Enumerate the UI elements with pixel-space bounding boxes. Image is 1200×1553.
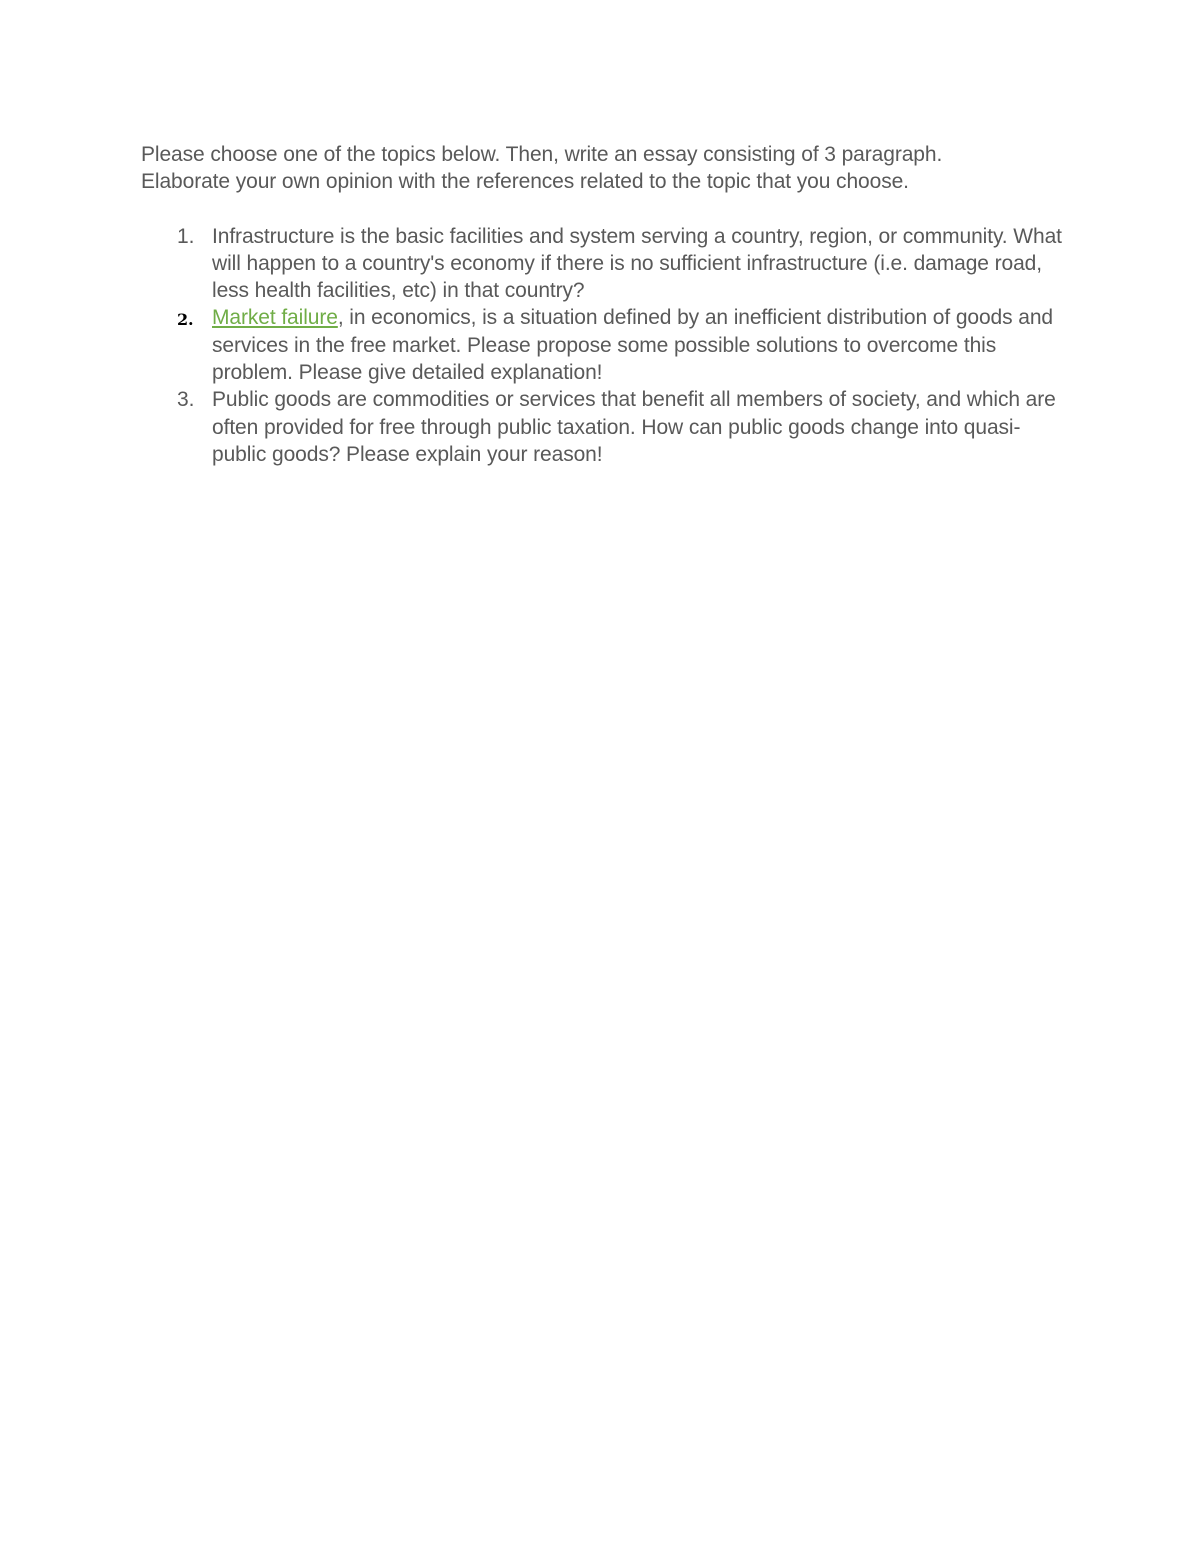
topic-item-1 xyxy=(141,223,1071,305)
topic-item-3 xyxy=(141,386,1071,468)
intro-paragraph xyxy=(141,141,1071,196)
topic-item-2 xyxy=(141,304,1071,386)
topic-number-3: 3. xyxy=(177,388,195,412)
topic-text-2 xyxy=(212,304,1071,386)
topic-number-1: 1. xyxy=(177,224,195,248)
intro-line-2: Elaborate your own opinion with the references related to the topic that you choose. xyxy=(141,170,909,194)
topic-list xyxy=(141,223,1071,469)
topic-text-3: Public goods are commodities or services that benefit all members of society, and which are often provided for free through public taxation. How can public goods change into quasi-public goods? Please explain your reason! xyxy=(212,388,1056,466)
market-failure-link[interactable]: Market failure xyxy=(212,306,338,330)
intro-line-1: Please choose one of the topics below. Then, write an essay consisting of 3 paragraph. xyxy=(141,143,943,166)
topic-text-1: Infrastructure is the basic facilities and system serving a country, region, or community. What will happen to a country's economy if there is no sufficient infrastructure (i.e. damage road, less health facilities, etc) in that country? xyxy=(212,224,1062,303)
document-content xyxy=(141,141,1071,468)
topic-text-2-rest: , in economics, is a situation defined by an inefficient distribution of goods and services in the free market. Please propose some possible solutions to overcome this problem. Please give detailed explanation! xyxy=(212,306,1054,385)
topic-number-2: 2. xyxy=(177,310,194,330)
